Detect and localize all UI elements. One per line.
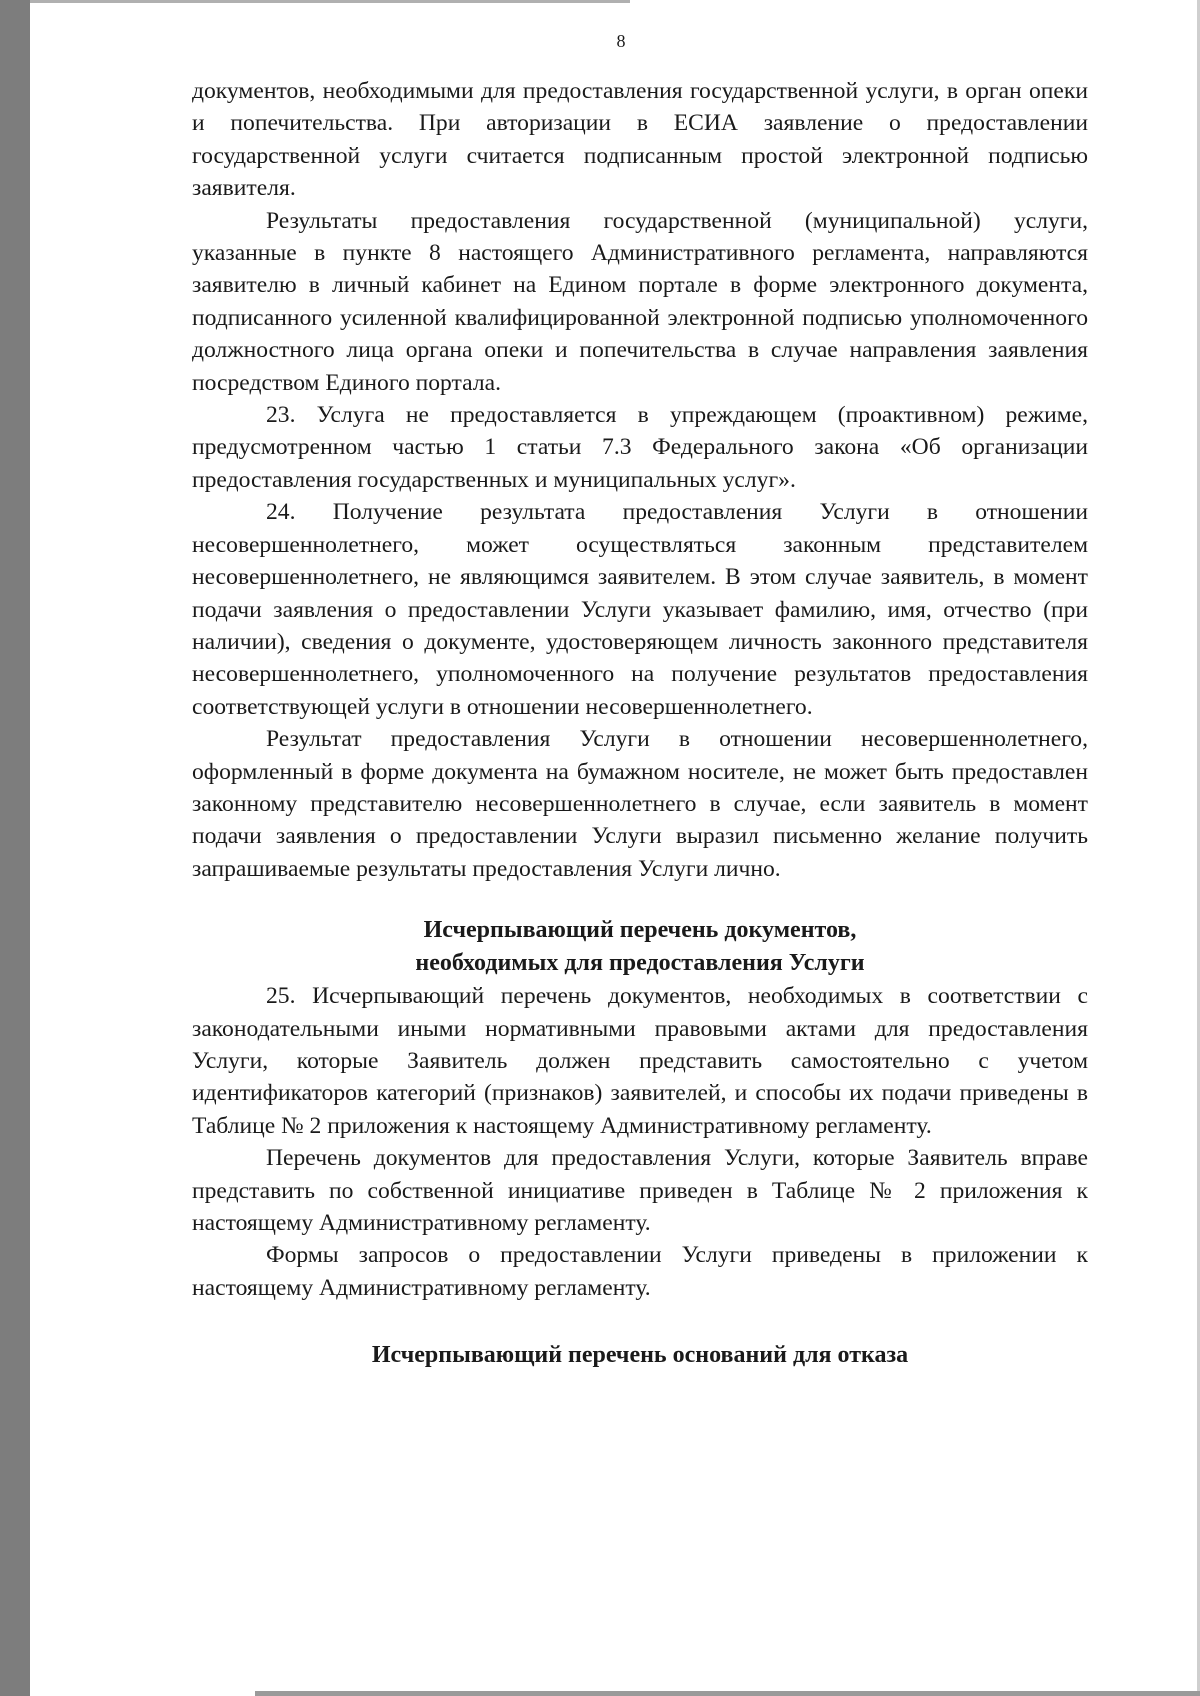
- paragraph-optional-documents: Перечень документов для предоставления Услуги, которые Заявитель вправе представить по собственной инициативе приведен в Таблице № 2 приложения к настоящему Административному регламенту.: [192, 1145, 1088, 1236]
- section-heading-refusal: Исчерпывающий перечень оснований для отказа: [371, 1342, 909, 1369]
- spacer: [192, 885, 1088, 914]
- paragraph-25: 25. Исчерпывающий перечень документов, необходимых в соответствии с законодательными иными нормативными правовыми актами для предоставления Услуги, которые Заявитель должен представить самостоятельно с учетом идентификаторов категорий (признаков) заявителей, и способы их подачи приведены в Таблице № 2 приложения к настоящему Административному регламенту.: [192, 983, 1088, 1139]
- paragraph-continuation: документов, необходимыми для предоставления государственной услуги, в орган опеки и попечительства. При авторизации в ЕСИА заявление о предоставлении государственной услуги считается подписанным простой электронной подписью заявителя.: [192, 78, 1088, 202]
- paragraph-minor-result: Результат предоставления Услуги в отношении несовершеннолетнего, оформленный в форме документа на бумажном носителе, не может быть предоставлен законному представителю несовершеннолетнего в случае, если заявитель в момент подачи заявления о предоставлении Услуги выразил письменно желание получить запрашиваемые результаты предоставления Услуги лично.: [192, 726, 1088, 882]
- document-body: [192, 75, 1088, 1372]
- scan-edge-left: [0, 0, 30, 1696]
- page-number: 8: [616, 31, 626, 51]
- paragraph-23: 23. Услуга не предоставляется в упреждающем (проактивном) режиме, предусмотренном частью 1 статьи 7.3 Федерального закона «Об организации предоставления государственных и муниципальных услуг».: [192, 402, 1088, 493]
- spacer: [192, 1304, 1088, 1339]
- section-heading-documents-line1: Исчерпывающий перечень документов,: [423, 917, 857, 944]
- document-page: [30, 0, 1197, 1696]
- section-heading-documents-line2: необходимых для предоставления Услуги: [415, 950, 865, 977]
- paragraph-results: Результаты предоставления государственной (муниципальной) услуги, указанные в пункте 8 настоящего Административного регламента, направляются заявителю в личный кабинет на Едином портале в форме электронного документа, подписанного усиленной квалифицированной электронной подписью уполномоченного должностного лица органа опеки и попечительства в случае направления заявления посредством Единого портала.: [192, 207, 1088, 396]
- paragraph-request-forms: Формы запросов о предоставлении Услуги приведены в приложении к настоящему Административному регламенту.: [192, 1242, 1088, 1301]
- paragraph-24: 24. Получение результата предоставления Услуги в отношении несовершеннолетнего, может осуществляться законным представителем несовершеннолетнего, не являющимся заявителем. В этом случае заявитель, в момент подачи заявления о предоставлении Услуги указывает фамилию, имя, отчество (при наличии), сведения о документе, удостоверяющем личность законного представителя несовершеннолетнего, уполномоченного на получение результатов предоставления соответствующей услуги в отношении несовершеннолетнего.: [192, 499, 1088, 720]
